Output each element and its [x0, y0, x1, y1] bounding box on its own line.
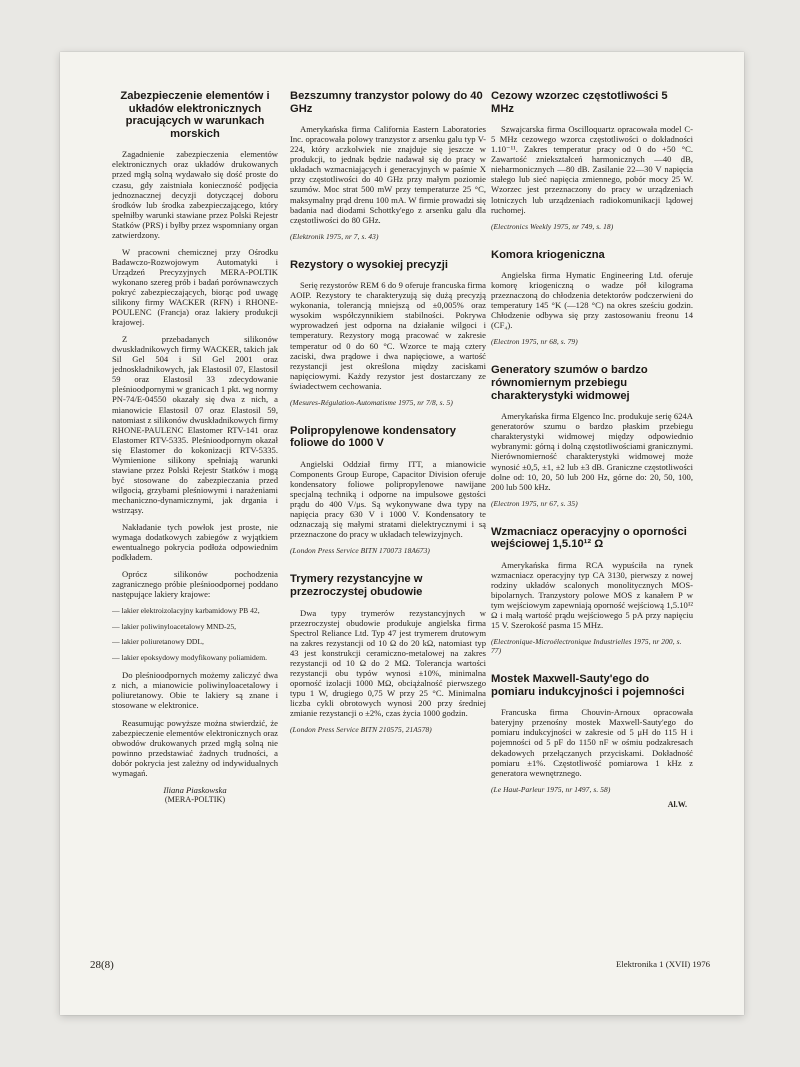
- article-source: (Electronique-Microélectronique Industrielles 1975, nr 200, s. 77): [491, 637, 682, 656]
- article-body: Szwajcarska firma Oscilloquartz opracowała model C-5 MHz cezowego wzorca częstotliwości o dokładności 1.10⁻¹¹. Zakres temperatur pracy od 0 do +50 °C. Zawartość zniekształceń harmonicznych —40 dB, nieharmonicznych —80 dB. Zasilanie 22—30 V napięcia stałego lub sieć napięcia zmiennego, pobór mocy 25 W. Wzorzec jest przeznaczony do pracy w urządzeniach lotniczych lub urządzeniach radiokomunikacji lądowej ruchomej.: [491, 124, 693, 215]
- magazine-page: [60, 52, 744, 1015]
- list-item: — lakier elektroizolacyjny karbamidowy PB 42,: [112, 606, 278, 616]
- article-paragraph: W pracowni chemicznej przy Ośrodku Badawczo-Rozwojowym Automatyki i Urządzeń Precyzyjnych MERA-POLTIK wykonano szereg prób i badań porównawczych pokryć zabezpieczających, biorąc pod uwagę silikony firmy WACKER (RFN) i RHONE-POULENC (Francja) oraz lakiery produkcji krajowej.: [112, 246, 278, 328]
- article-body: Angielska firma Hymatic Engineering Ltd. oferuje komorę kriogeniczną o wadze pół kilograma przeznaczoną do chłodzenia detektorów podczerwieni do temperatury 145 °K (—128 °C) na okres sześciu godzin. Chłodzenie odbywa się przy zastosowaniu freonu 14 (CF₄).: [491, 270, 693, 331]
- article-source: (Le Haut-Parleur 1975, nr 1497, s. 58): [491, 784, 611, 794]
- article-paragraph: Do pleśnioodpornych możemy zaliczyć dwa z nich, a mianowicie poliwinyloacetalowy i poliuretanowy. Obie te lakiery są znane i stosowane w elektronice.: [112, 670, 278, 711]
- article-paragraph: Nakładanie tych powłok jest proste, nie wymaga dodatkowych zabiegów z wyjątkiem ewentualnego pokrycia podłoża odpowiednim podkładem.: [112, 522, 278, 563]
- article-title: Mostek Maxwell-Sauty'ego do pomiaru indukcyjności i pojemności: [491, 673, 685, 698]
- article-body: Amerykańska firma Elgenco Inc. produkuje serię 624A generatorów szumu o bardzo płaskim przebiegu charakterystyki widmowej między odpowiednio wybranymi: górną i dolną częstotliwościami granicznymi. Nierównomierność charakterystyki widmowej może wynosić ±0,5, ±1, ±2 lub ±3 dB. Graniczne częstotliwości dolne od: 10, 20, 50 lub 200 Hz, górne do: 20, 50, 100, 200 lub 500 kHz.: [491, 411, 693, 492]
- article-body: Dwa typy trymerów rezystancyjnych w przezroczystej obudowie produkuje angielska firma Spectrol Reliance Ltd. Typ 47 jest trymerem drutowym na zakres rezystancji od 10 Ω do 20 kΩ, natomiast typ 43 jest konstrukcji ceramiczno-metalowej na zakres rezystancji od 10 Ω do 2 MΩ. Tolerancja wartości rezystancji obu typów wynosi ±10%, minimalna oporność izolacji 1000 MΩ, obciążalność pierwszego typu 1 W, drugiego 0,75 W przy 25 °C. Minimalna liczba cykli obrotowych wynosi 200 przy średniej zmianie rezystancji o ±2%, czas życia 1000 godzin.: [290, 607, 486, 718]
- article-source: (Electron 1975, nr 67, s. 35): [491, 498, 578, 508]
- page-number: 28(8): [90, 959, 114, 971]
- article-paragraph: Oprócz silikonów pochodzenia zagranicznego próbie pleśnioodpornej poddano następujące lakiery krajowe:: [112, 569, 278, 600]
- article-source: (London Press Service BITN 210575, 21A578): [290, 725, 432, 735]
- article-source: (Mesures-Régulation-Automatisme 1975, nr 7/8, s. 5): [290, 397, 453, 407]
- article-title: Wzmacniacz operacyjny o oporności wejściowej 1,5.10¹² Ω: [491, 525, 687, 551]
- article-title: Trymery rezystancyjne w przezroczystej obudowie: [290, 573, 423, 598]
- author-initials: Al.W.: [667, 799, 687, 809]
- article-source: (Electronics Weekly 1975, nr 749, s. 18): [491, 221, 614, 231]
- article-source: (Electron 1975, nr 68, s. 79): [491, 337, 578, 347]
- article-title: Komora kriogeniczna: [491, 248, 605, 261]
- article-source: (Elektronik 1975, nr 7, s. 43): [290, 231, 379, 241]
- list-item: — lakier poliwinyloacetalowy MND-25,: [112, 622, 278, 632]
- article-source: (London Press Service BITN 170073 18A673): [290, 546, 430, 556]
- article-body: Angielski Oddział firmy ITT, a mianowicie Components Group Europe, Capacitor Division oferuje kondensatory foliowe polipropylenowe nawijane specjalną techniką i odporne na impulsowe gęstości prądu do 400 V/μs. Są wykonywane dwa typy na napięcia pracy 630 V i 1000 V. Kondensatory te odznaczają się małymi stratami dielektrycznymi i są przeznaczone do pracy w układach telewizyjnych.: [290, 458, 486, 540]
- article-title: Cezowy wzorzec częstotliwości 5 MHz: [491, 90, 668, 115]
- article-body: Amerykańska firma RCA wypuściła na rynek wzmacniacz operacyjny typ CA 3130, pierwszy z nowej rodziny układów scalonych monolitycznych MOS-bipolarnych. Tranzystory polowe MOS z kanałem P w tym wejściowym zapewniają oporność wejściową 1,5.10¹² Ω i małą wartość prądu wejściowego 5 pA przy napięciu 15 V. Szerokość pasma 15 MHz.: [491, 559, 693, 631]
- article-paragraph: Z przebadanych silikonów dwuskładnikowych firmy WACKER, takich jak Sil Gel 504 i Sil Gel 2001 oraz jednoskładnikowych, jak Elastosil 07, Elastosil 59 oraz Elastosil 33 zdecydowanie pleśnioodpornymi w granicach 1 pkt. wg normy PN-74/E-04550 okazały się dwa z nich, a mianowicie Elastosil 07 oraz Elastosil 59, natomiast z silikonów dwuskładnikowych firmy RHONE-PAULENC Elastomer RTV-141 oraz Elastomer RTV-5335. Pleśnioodpornym okazał się Elastomer do kokonizacji RTV-5335. Wymienione silikony spełniają warunki stawiane przez Polski Rejestr Statków i mogą być stosowane do zabezpieczania przed wilgocią, grzybami pleśniowymi i narażeniami mechaniczno-dynamicznymi, jak drgania i wstrząsy.: [112, 334, 278, 515]
- article-title: Rezystory o wysokiej precyzji: [290, 258, 448, 271]
- author-organization: (MERA-POLTIK): [164, 794, 226, 804]
- column-left: [112, 90, 278, 970]
- article-body: Serię rezystorów REM 6 do 9 oferuje francuska firma AOIP. Rezystory te charakteryzują się dużą precyzją wykonania, tolerancją mniejszą od ±0,005% oraz wysokim współczynnikiem stabilności. Pokrywa wyprowadzeń jest odporna na działanie wilgoci i temperatury. Rezystory mogą pracować w zakresie temperatur od 0 do 60 °C. Wzorce te mają cztery zaciski, dwa prądowe i dwa napięciowe, a wartość rezystancji jest określona między zaciskami napięciowymi. Każdy rezystor jest dostarczany ze świadectwem cechowania.: [290, 280, 486, 391]
- article-body: Francuska firma Chouvin-Arnoux opracowała bateryjny przenośny mostek Maxwell-Sauty'ego do pomiaru indukcyjności w zakresie od 5 μH do 115 H i pojemności od 5 pF do 1150 nF w ośmiu podzakresach dekadowych przełączanych przyciskami. Dokładność pomiaru ±1%. Częstotliwość pomiarowa 1 kHz z generatora wewnętrznego.: [491, 707, 693, 778]
- article-paragraph: Reasumując powyższe można stwierdzić, że zabezpieczenie elementów elektronicznych oraz obwodów drukowanych przed mgłą solną nie powinno przedstawiać żadnych trudności, a dobór pokrycia jest zależny od indywidualnych wymagań.: [112, 717, 278, 778]
- column-right: [491, 90, 693, 970]
- article-title: Zabezpieczenie elementów i układów elektronicznych pracujących w warunkach morskich: [120, 90, 270, 140]
- article-paragraph: Zagadnienie zabezpieczenia elementów elektronicznych oraz układów drukowanych przed mgłą solną wydawało się dość proste do czasu, gdy zaistniała konieczność podjęcia jednoznacznej decyzji dotyczącej doboru środków lub środka zabezpieczającego, który spełniłby warunki stawiane przez Polski Rejestr Statków (PRS) i byłby przez wspomniany organ zatwierdzony.: [112, 149, 278, 240]
- article-title: Polipropylenowe kondensatory foliowe do 1000 V: [290, 424, 456, 450]
- journal-footer: Elektronika 1 (XVII) 1976: [615, 959, 710, 969]
- article-title: Generatory szumów o bardzo równomiernym przebiegu charakterystyki widmowej: [491, 364, 648, 402]
- list-item: — lakier poliuretanowy DDL,: [112, 637, 278, 647]
- article-body: Amerykańska firma California Eastern Laboratories Inc. opracowała polowy tranzystor z arsenku galu typ V-224, który aczkolwiek nie znajduje się jeszcze w produkcji, to jednak będzie nadawał się do pracy w układach wzmacniających i generacyjnych w paśmie X przy częstotliwości do 40 GHz przy małym poziomie szumów. Moc strat 500 mW przy temperaturze 25 °C, maksymalny prąd drenu 100 mA. W firmie prowadzi się badania nad diodami Schottky'ego z arsenku galu dla częstotliwości do 80 GHz.: [290, 124, 486, 225]
- list-item: — lakier epoksydowy modyfikowany poliamidem.: [112, 653, 278, 663]
- column-middle: [290, 90, 486, 970]
- author-name: Iliana Piaskowska: [163, 784, 227, 795]
- lacquer-list: [112, 606, 278, 662]
- article-title: Bezszumny tranzystor polowy do 40 GHz: [290, 90, 483, 115]
